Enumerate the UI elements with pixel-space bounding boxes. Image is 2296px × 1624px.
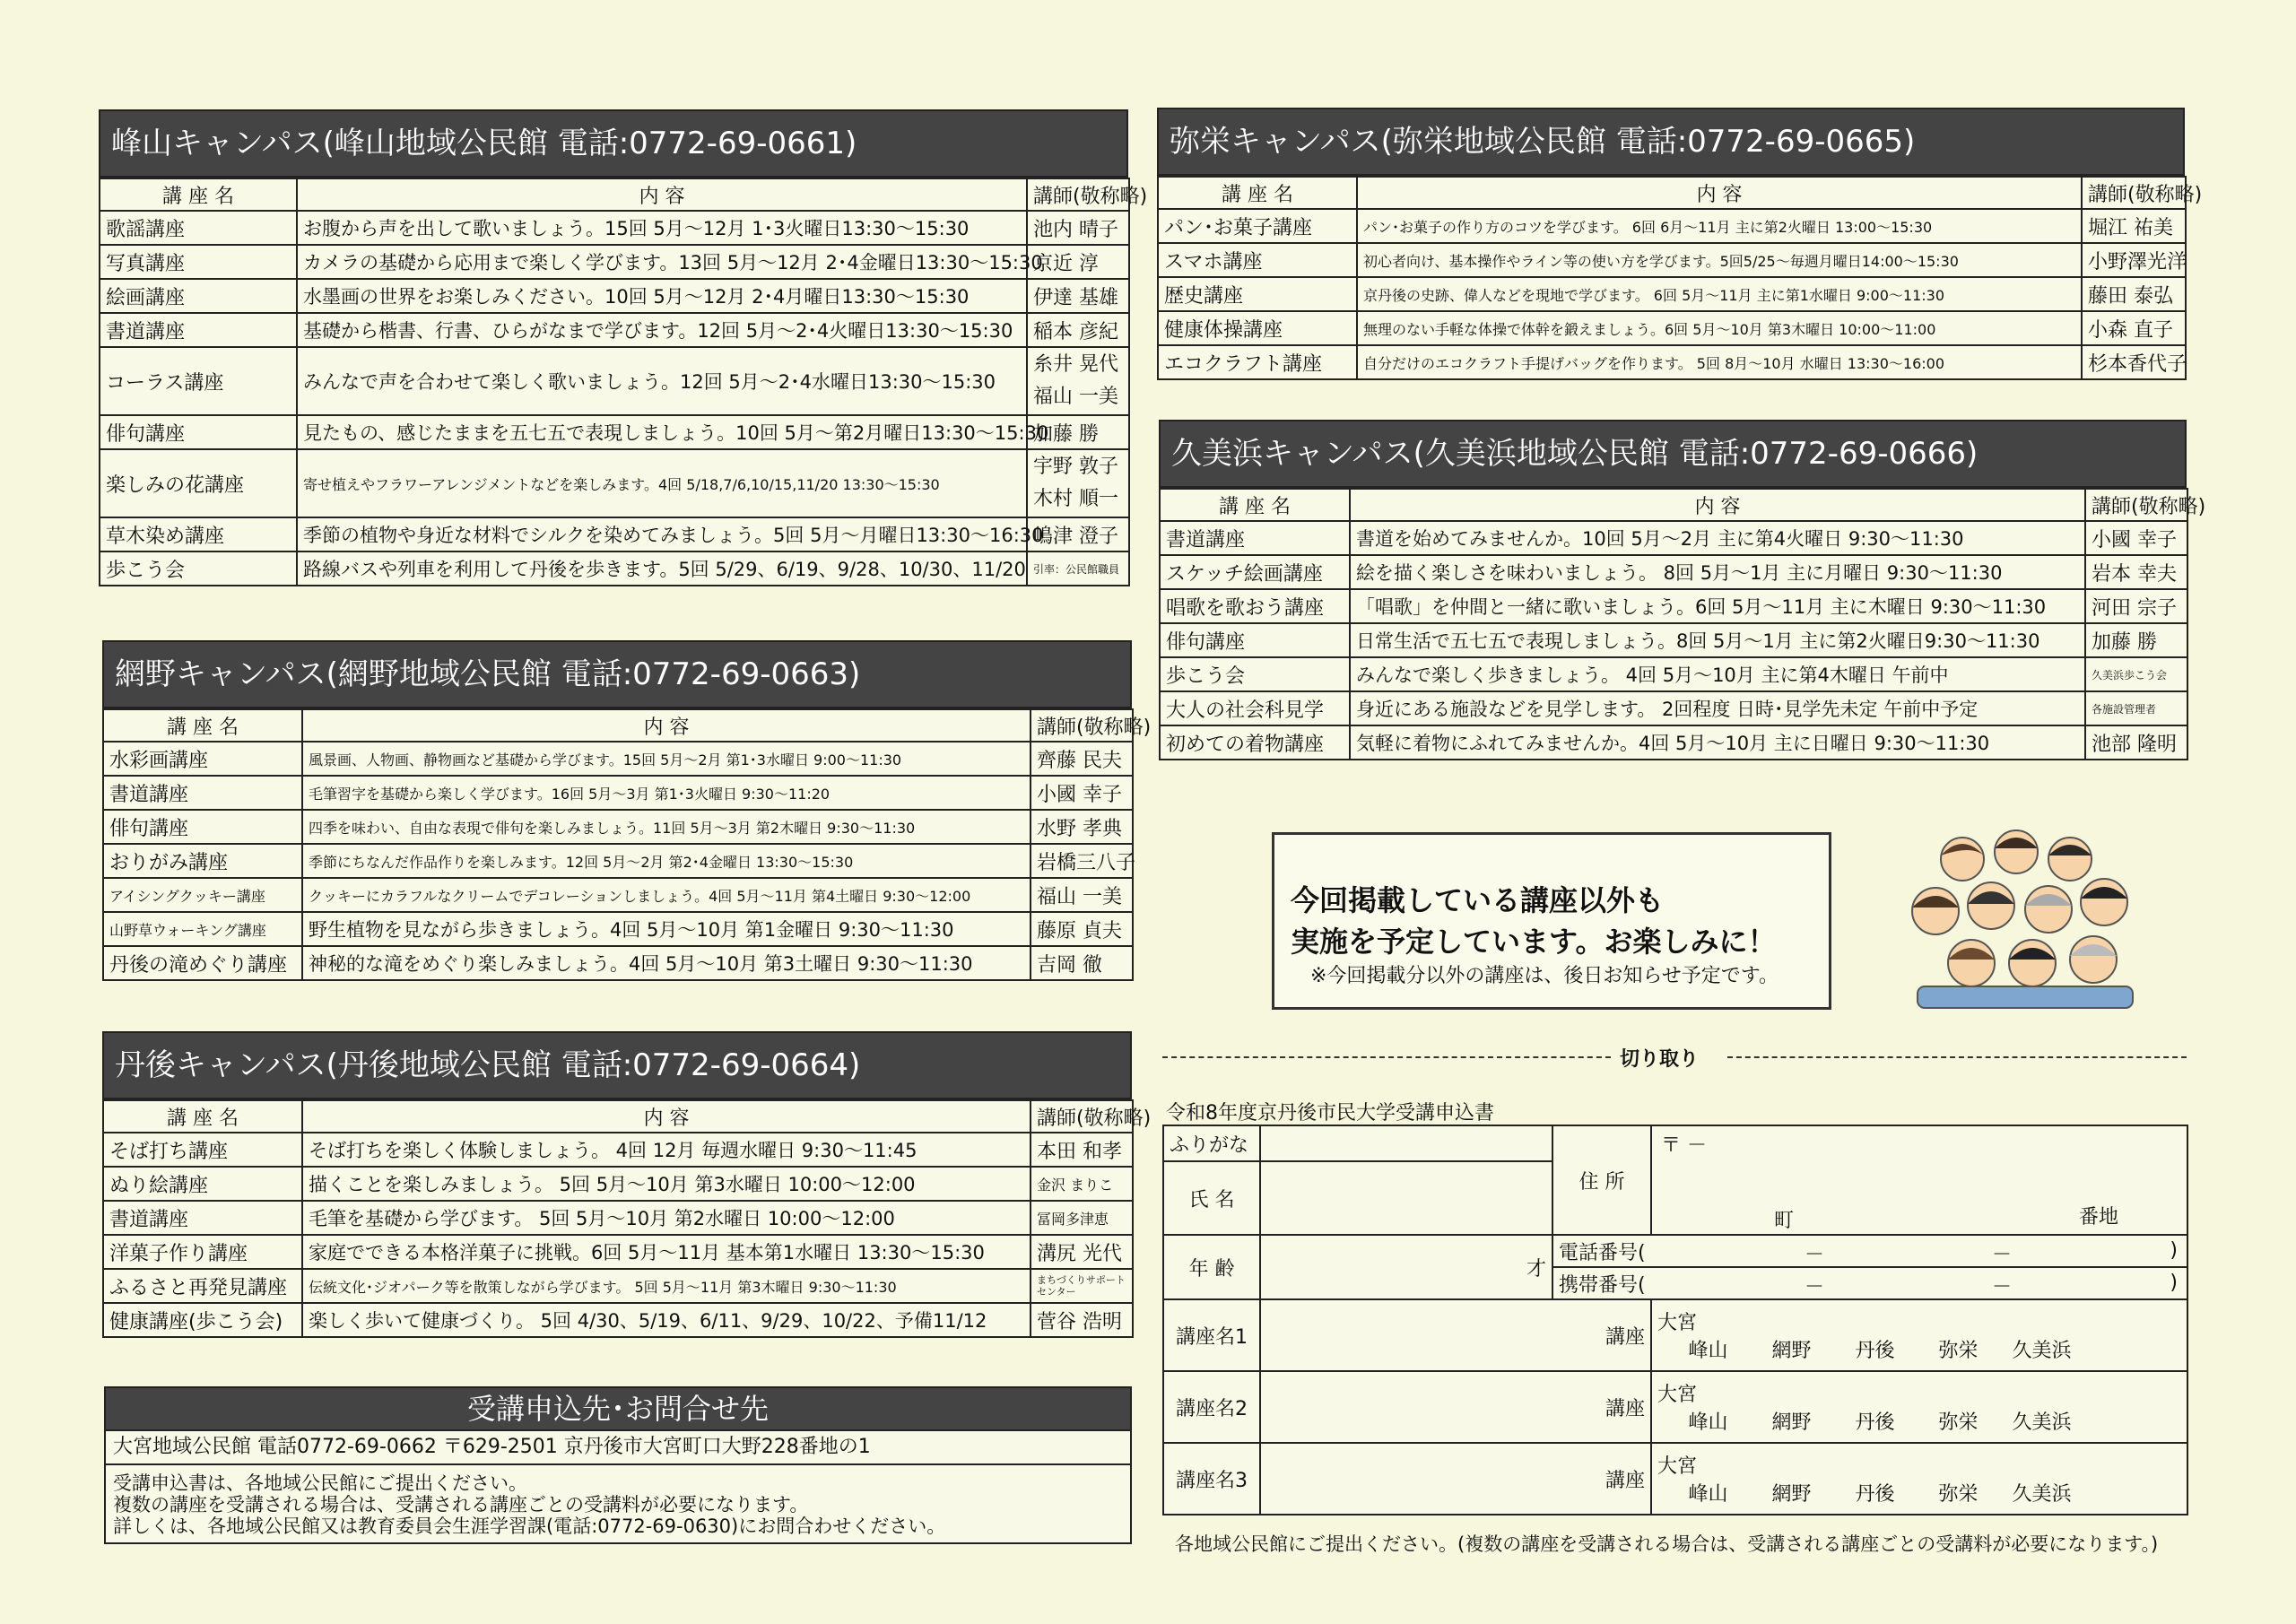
table-row: 俳句講座 四季を味わい、自由な表現で俳句を楽しみましょう。11回 5月～3月 第2木曜日 9:30～11:30 水野 孝典 — [103, 810, 1133, 844]
application-form — [1162, 1125, 2188, 1515]
course2-field[interactable]: 講座 — [1260, 1371, 1651, 1443]
table-row: アイシングクッキー講座 クッキーにカラフルなクリームでデコレーションしましょう。4回 5月～11月 第4土曜日 9:30～12:00 福山 一美 — [103, 878, 1133, 912]
cut-label: 切り取り — [1620, 1048, 1700, 1071]
notice-line1: 今回掲載している講座以外も — [1291, 883, 1665, 917]
address-field[interactable]: 〒 － 町 番地 — [1651, 1125, 2187, 1235]
table-row: 歩こう会 路線バスや列車を利用して丹後を歩きます。5回 5/29、6/19、9/28、10/30、11/20 引率：公民館職員 — [100, 551, 1129, 586]
tango-title: 丹後キャンパス(丹後地域公民館 電話:0772-69-0664) — [102, 1031, 1132, 1099]
table-row: エコクラフト講座 自分だけのエコクラフト手提げバッグを作ります。 5回 8月～10月 水曜日 13:30～16:00 杉本香代子 — [1158, 345, 2186, 379]
age-label: 年 齢 — [1163, 1235, 1260, 1299]
kumihama-table — [1159, 488, 2206, 760]
table-row: 書道講座 基礎から楷書、行書、ひらがなまで学びます。12回 5月～2･4火曜日13:30～15:30 稲本 彦紀 — [100, 313, 1129, 347]
course1-campus[interactable]: 大宮 峰山 網野 丹後 弥栄 久美浜 — [1651, 1299, 2187, 1371]
tango-section — [102, 1031, 1152, 1338]
form-title: 令和8年度京丹後市民大学受講申込書 — [1166, 1102, 1494, 1125]
contact-section — [104, 1386, 1132, 1544]
form-footer: 各地域公民館にご提出ください。(複数の講座を受講される場合は、受講される講座ごとの受講料が必要になります。) — [1175, 1533, 2159, 1555]
amino-section — [102, 640, 1152, 981]
table-header: 講 座 名 内 容 講師(敬称略) — [1160, 489, 2187, 521]
table-row: おりがみ講座 季節にちなんだ作品作りを楽しみます。12回 5月～2月 第2･4金曜日 13:30～15:30 岩橋三八子 — [103, 844, 1133, 878]
notice-line2: 実施を予定しています。お楽しみに！ — [1291, 925, 1777, 959]
contact-line: 複数の講座を受講される場合は、受講される講座ごとの受講料が必要になります。 — [113, 1494, 809, 1515]
mineyama-table — [99, 178, 1148, 586]
course3-label: 講座名3 — [1163, 1443, 1260, 1515]
mineyama-section — [99, 109, 1148, 586]
course3-campus[interactable]: 大宮 峰山 網野 丹後 弥栄 久美浜 — [1651, 1443, 2187, 1515]
table-row: パン･お菓子講座 パン･お菓子の作り方のコツを学びます。 6回 6月～11月 主に第2火曜日 13:00～15:30 堀江 祐美 — [1158, 209, 2186, 243]
notice-line3: ※今回掲載分以外の講座は、後日お知らせ予定です。 — [1310, 965, 1779, 987]
name-label: 氏 名 — [1163, 1161, 1260, 1235]
table-row: ぬり絵講座 描くことを楽しみましょう。 5回 5月～10月 第3水曜日 10:00～12:00 金沢 まりこ — [103, 1167, 1133, 1201]
table-row: 歴史講座 京丹後の史跡、偉人などを現地で学びます。 6回 5月～11月 主に第1水曜日 9:00～11:30 藤田 泰弘 — [1158, 277, 2186, 311]
yasaka-table — [1157, 176, 2203, 380]
tango-table — [102, 1099, 1152, 1338]
phone-field[interactable]: 電話番号( － － ) — [1552, 1235, 2187, 1267]
furigana-label: ふりがな — [1163, 1125, 1260, 1161]
course1-field[interactable]: 講座 — [1260, 1299, 1651, 1371]
address-label: 住 所 — [1552, 1125, 1651, 1235]
table-header: 講 座 名 内 容 講師(敬称略) — [103, 1100, 1133, 1133]
course1-label: 講座名1 — [1163, 1299, 1260, 1371]
age-field[interactable]: 才 — [1260, 1235, 1552, 1299]
table-row: コーラス講座 みんなで声を合わせて楽しく歌いましょう。12回 5月～2･4水曜日13:30～15:30 糸井 晃代 福山 一美 — [100, 347, 1129, 415]
table-row: 書道講座 書道を始めてみませんか。10回 5月～2月 主に第4火曜日 9:30～11:30 小國 幸子 — [1160, 521, 2187, 555]
table-row: スマホ講座 初心者向け、基本操作やライン等の使い方を学びます。5回5/25～毎週月曜日14:00～15:30 小野澤光洋 — [1158, 243, 2186, 277]
amino-table — [102, 708, 1152, 981]
table-row: 初めての着物講座 気軽に着物にふれてみませんか。4回 5月～10月 主に日曜日 9:30～11:30 池部 隆明 — [1160, 725, 2187, 760]
table-row: 歌謡講座 お腹から声を出して歌いましょう。15回 5月～12月 1･3火曜日13:30～15:30 池内 晴子 — [100, 211, 1129, 245]
table-row: 俳句講座 日常生活で五七五で表現しましょう。8回 5月～1月 主に第2火曜日9:30～11:30 加藤 勝 — [1160, 623, 2187, 657]
table-row: 洋菓子作り講座 家庭でできる本格洋菓子に挑戦。6回 5月～11月 基本第1水曜日 13:30～15:30 溝尻 光代 — [103, 1235, 1133, 1269]
table-row: 書道講座 毛筆習字を基礎から楽しく学びます。16回 5月～3月 第1･3火曜日 9:30～11:20 小國 幸子 — [103, 776, 1133, 810]
table-header: 講 座 名 内 容 講師(敬称略) — [103, 709, 1133, 742]
table-row: 健康講座(歩こう会) 楽しく歩いて健康づくり。 5回 4/30、5/19、6/11、9/29、10/22、予備11/12 菅谷 浩明 — [103, 1303, 1133, 1337]
course2-campus[interactable]: 大宮 峰山 網野 丹後 弥栄 久美浜 — [1651, 1371, 2187, 1443]
table-row: スケッチ絵画講座 絵を描く楽しさを味わいましょう。 8回 5月～1月 主に月曜日 9:30～11:30 岩本 幸夫 — [1160, 555, 2187, 589]
person-icon — [1912, 830, 2133, 1008]
table-row: 楽しみの花講座 寄せ植えやフラワーアレンジメントなどを楽しみます。4回 5/18,7/6,10/15,11/20 13:30～15:30 宇野 敦子 木村 順一 — [100, 449, 1129, 517]
table-row: 唱歌を歌おう講座 「唱歌」を仲間と一緒に歌いましょう。6回 5月～11月 主に木曜日 9:30～11:30 河田 宗子 — [1160, 589, 2187, 623]
mobile-field[interactable]: 携帯番号( － － ) — [1552, 1267, 2187, 1299]
cut-line — [1162, 1044, 2187, 1069]
table-row: 絵画講座 水墨画の世界をお楽しみください。10回 5月～12月 2･4月曜日13:30～15:30 伊達 基雄 — [100, 279, 1129, 313]
contact-line: 受講申込書は、各地域公民館にご提出ください。 — [113, 1472, 527, 1494]
table-row: 書道講座 毛筆を基礎から学びます。 5回 5月～10月 第2水曜日 10:00～12:00 冨岡多津恵 — [103, 1201, 1133, 1235]
name-field[interactable] — [1260, 1161, 1552, 1235]
table-row: 丹後の滝めぐり講座 神秘的な滝をめぐり楽しみましょう。4回 5月～10月 第3土曜日 9:30～11:30 吉岡 徹 — [103, 946, 1133, 980]
table-row: 写真講座 カメラの基礎から応用まで楽しく学びます。13回 5月～12月 2･4金曜日13:30～15:30 京近 淳 — [100, 245, 1129, 279]
table-row: 水彩画講座 風景画、人物画、静物画など基礎から学びます。15回 5月～2月 第1･3水曜日 9:00～11:30 齊藤 民夫 — [103, 742, 1133, 776]
table-row: ふるさと再発見講座 伝統文化･ジオパーク等を散策しながら学びます。 5回 5月～11月 第3木曜日 9:30～11:30 まちづくりサポートセンター — [103, 1269, 1133, 1303]
contact-office: 大宮地域公民館 電話0772-69-0662 〒629-2501 京丹後市大宮町口大野228番地の1 — [106, 1431, 1130, 1465]
table-row: 健康体操講座 無理のない手軽な体操で体幹を鍛えましょう。6回 5月～10月 第3木曜日 10:00～11:00 小森 直子 — [1158, 311, 2186, 345]
people-illustration — [1882, 832, 2187, 1008]
contact-title: 受講申込先･お問合せ先 — [104, 1386, 1132, 1431]
table-row: 俳句講座 見たもの、感じたままを五七五で表現しましょう。10回 5月～第2月曜日13:30～15:30 加藤 勝 — [100, 415, 1129, 449]
course2-label: 講座名2 — [1163, 1371, 1260, 1443]
mineyama-title: 峰山キャンパス(峰山地域公民館 電話:0772-69-0661) — [99, 109, 1128, 178]
amino-title: 網野キャンパス(網野地域公民館 電話:0772-69-0663) — [102, 640, 1132, 708]
table-row: 大人の社会科見学 身近にある施設などを見学します。 2回程度 日時･見学先未定 午前中予定 各施設管理者 — [1160, 691, 2187, 725]
table-row: 歩こう会 みんなで楽しく歩きましょう。 4回 5月～10月 主に第4木曜日 午前中 久美浜歩こう会 — [1160, 657, 2187, 691]
notice-box — [1272, 832, 1831, 1010]
course3-field[interactable]: 講座 — [1260, 1443, 1651, 1515]
furigana-field[interactable] — [1260, 1125, 1552, 1161]
table-header: 講 座 名 内 容 講師(敬称略) — [1158, 177, 2186, 209]
table-row: そば打ち講座 そば打ちを楽しく体験しましょう。 4回 12月 毎週水曜日 9:30～11:45 本田 和孝 — [103, 1133, 1133, 1167]
yasaka-section — [1157, 108, 2203, 380]
kumihama-section — [1159, 420, 2206, 760]
table-header: 講 座 名 内 容 講師(敬称略) — [100, 178, 1129, 211]
yasaka-title: 弥栄キャンパス(弥栄地域公民館 電話:0772-69-0665) — [1157, 108, 2185, 176]
table-row: 草木染め講座 季節の植物や身近な材料でシルクを染めてみましょう。5回 5月～月曜日13:30～16:30 嶋津 澄子 — [100, 517, 1129, 551]
kumihama-title: 久美浜キャンパス(久美浜地域公民館 電話:0772-69-0666) — [1159, 420, 2187, 488]
contact-line: 詳しくは、各地域公民館又は教育委員会生涯学習課(電話:0772-69-0630)にお問合わせください。 — [113, 1515, 946, 1537]
table-row: 山野草ウォーキング講座 野生植物を見ながら歩きましょう。4回 5月～10月 第1金曜日 9:30～11:30 藤原 貞夫 — [103, 912, 1133, 946]
